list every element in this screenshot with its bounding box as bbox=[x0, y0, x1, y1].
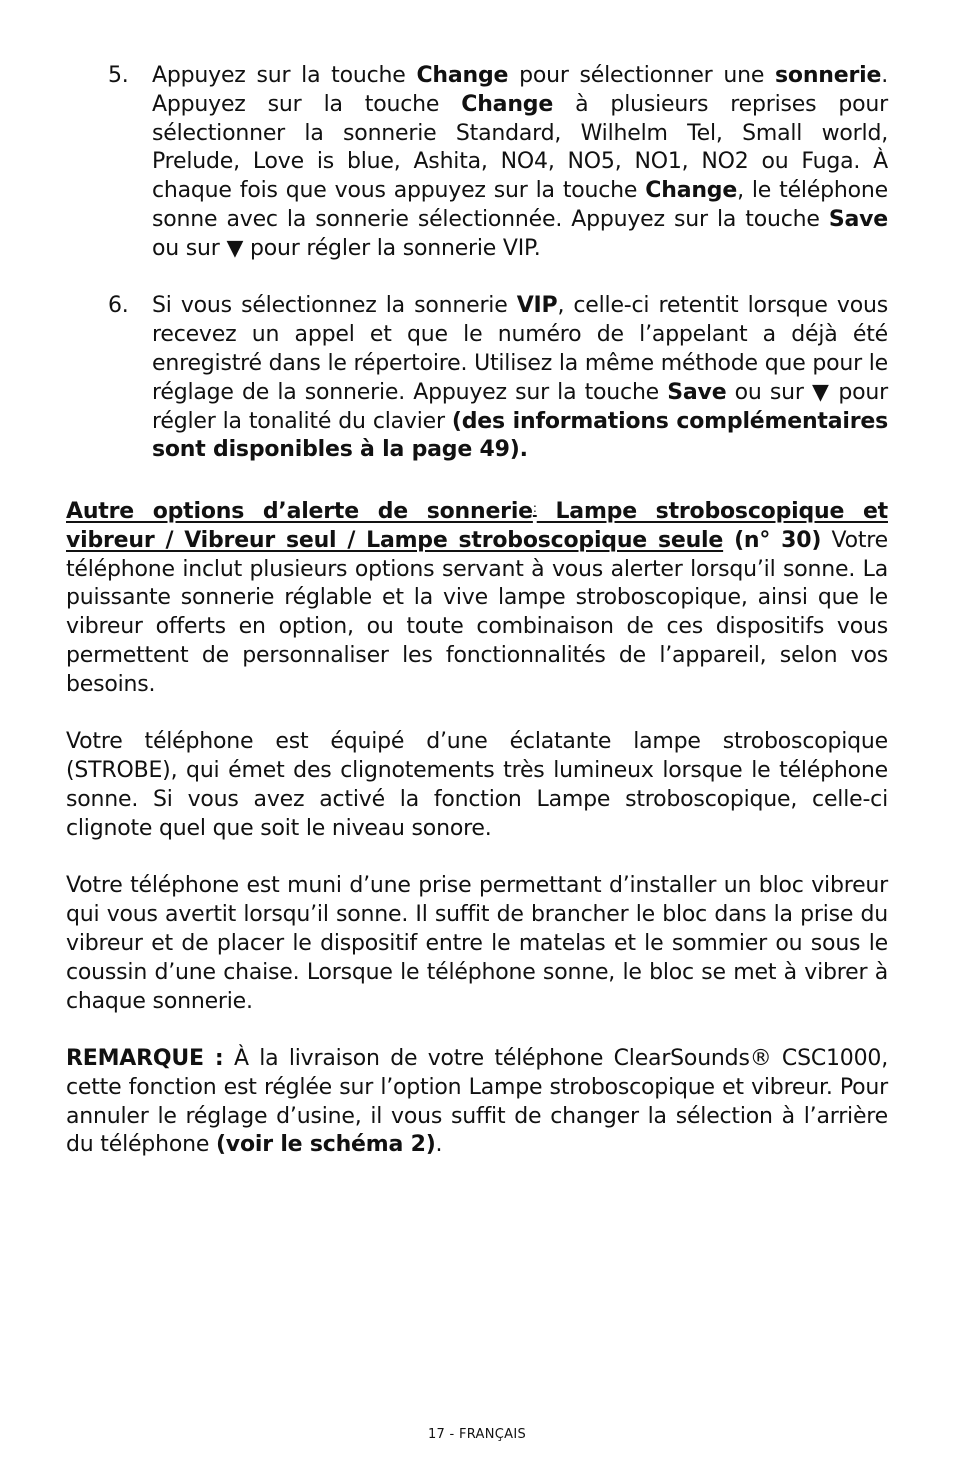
note-paragraph bbox=[66, 1045, 888, 1160]
spacer bbox=[66, 844, 888, 873]
text: pour sélectionner une bbox=[508, 63, 776, 88]
note-end: . bbox=[435, 1132, 443, 1158]
note-label: REMARQUE : bbox=[66, 1046, 224, 1072]
manual-page bbox=[66, 62, 888, 1160]
spacer bbox=[66, 700, 888, 729]
key-name-save: Save bbox=[828, 206, 888, 232]
strobe-paragraph: Votre téléphone est équipé d’une éclatante lampe stroboscopique (STROBE), qui émet des clignotements très lumineux lorsque le téléphone sonne. Si vous avez activé la fonction Lampe stroboscopique, celle-ci clignote quel que soit le niveau sonore. bbox=[66, 729, 888, 841]
text: ou sur ▼ pour régler la tonalité du clavier bbox=[152, 379, 889, 434]
text: Appuyez sur la touche bbox=[152, 63, 417, 88]
page-reference: (des informations complémentaires sont disponibles à la page 49). bbox=[152, 408, 888, 463]
section-number: (n° 30) bbox=[723, 527, 822, 553]
key-name-change: Change bbox=[461, 91, 554, 117]
key-name-change: Change bbox=[645, 178, 738, 204]
key-name-change: Change bbox=[416, 63, 509, 88]
text: Si vous sélectionnez la sonnerie bbox=[152, 293, 517, 319]
key-name-save: Save bbox=[667, 379, 727, 405]
list-number: 5. bbox=[108, 63, 129, 88]
note-text: À la livraison de votre téléphone ClearSounds® CSC1000, cette fonction est réglée sur l’option Lampe stroboscopique et vibreur. Pour annuler le réglage d’usine, il vous suffit de changer la sélection à l’arrière du téléphone bbox=[66, 1046, 888, 1158]
section-heading: Autre options d’alerte de sonnerie bbox=[66, 498, 533, 524]
text: , celle-ci retentit lorsque vous recevez un appel et que le numéro de l’appelant a déjà été enregistré dans le répertoire. Utilisez la même méthode que pour le réglage de la sonnerie. Appuyez sur la touche bbox=[152, 293, 888, 405]
section-heading-options: Lampe stroboscopique et vibreur / Vibreur seul / Lampe stroboscopique seule bbox=[66, 498, 888, 553]
list-item-5 bbox=[66, 62, 888, 264]
text: , le téléphone sonne avec la sonnerie sélectionnée. Appuyez sur la touche bbox=[152, 178, 888, 232]
term-sonnerie: sonnerie bbox=[775, 63, 882, 88]
text: ou sur ▼ pour régler la sonnerie VIP. bbox=[152, 235, 541, 261]
heading-colon: : bbox=[532, 500, 537, 515]
term-vip: VIP bbox=[516, 293, 558, 319]
spacer bbox=[66, 1016, 888, 1045]
spacer bbox=[66, 264, 888, 293]
page-footer: 17 - FRANÇAIS bbox=[427, 1427, 527, 1442]
text: . Appuyez sur la touche bbox=[152, 63, 888, 117]
list-number: 6. bbox=[108, 293, 129, 319]
schema-reference: (voir le schéma 2) bbox=[215, 1132, 436, 1158]
section-intro: Votre téléphone inclut plusieurs options servant à vous alerter lorsqu’il sonne. La puissante sonnerie réglable et la vive lampe stroboscopique, ainsi que le vibreur offerts en option, ou toute combinaison de ces dispositifs vous permettent de personnaliser les fonctionnalités de l’appareil, selon vos besoins. bbox=[66, 527, 889, 697]
vibrator-paragraph: Votre téléphone est muni d’une prise permettant d’installer un bloc vibreur qui vous avertit lorsqu’il sonne. Il suffit de brancher le bloc dans la prise du vibreur et de placer le dispositif entre le matelas et le sommier ou sous le coussin d’une chaise. Lorsque le téléphone sonne, le bloc se met à vibrer à chaque sonnerie. bbox=[66, 873, 888, 1014]
alert-options-section bbox=[66, 494, 888, 700]
list-item-6 bbox=[66, 292, 888, 465]
text: à plusieurs reprises pour sélectionner la sonnerie Standard, Wilhelm Tel, Small world, Prelude, Love is blue, Ashita, NO4, NO5, NO1, NO2 ou Fuga. À chaque fois que vous appuyez sur la touche bbox=[152, 91, 888, 204]
spacer bbox=[66, 465, 888, 494]
